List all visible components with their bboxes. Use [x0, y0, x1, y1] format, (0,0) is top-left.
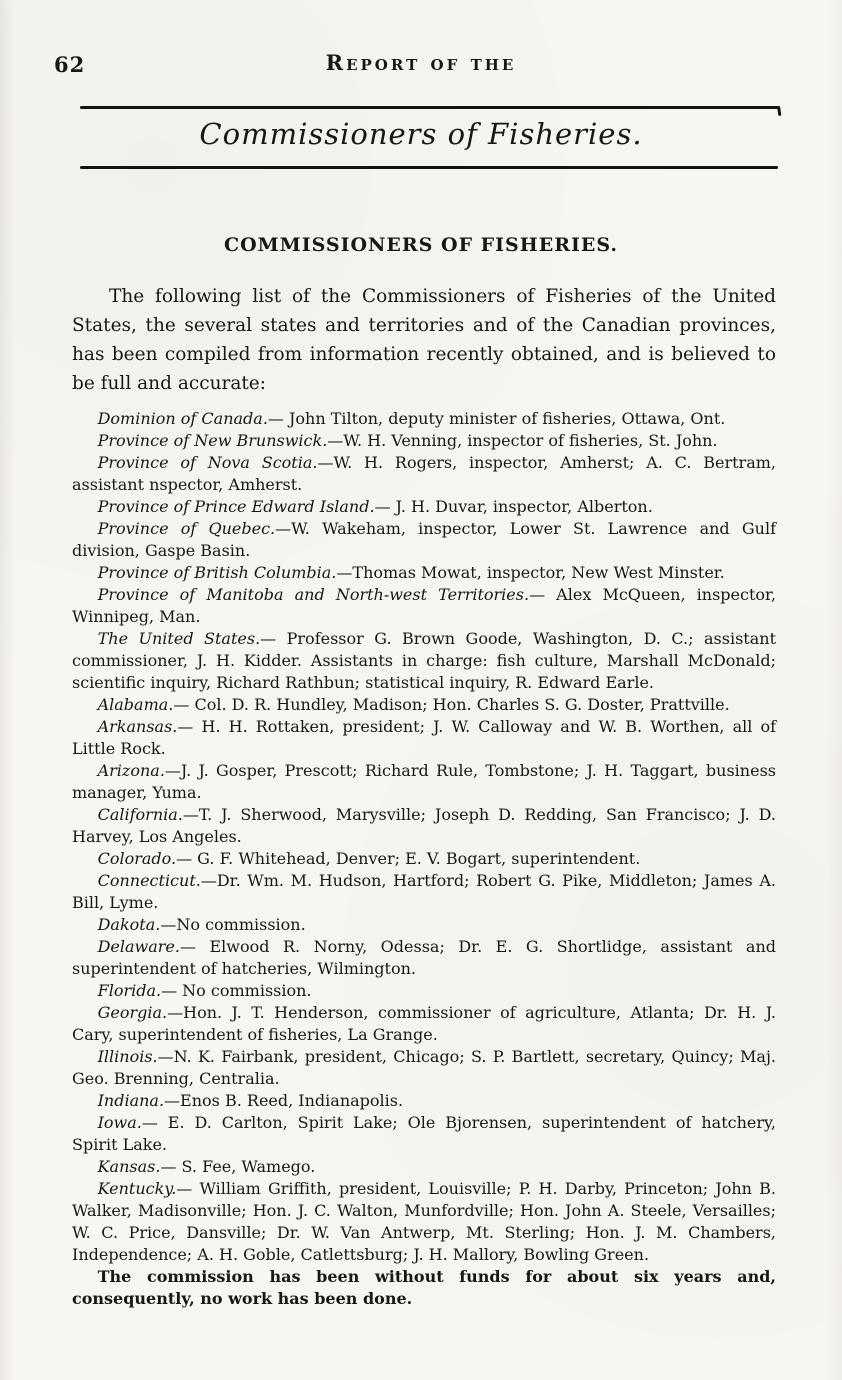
commission-entry	[72, 1002, 776, 1046]
closing-paragraph: The commission has been without funds for about six years and, consequently, no work has been done.	[72, 1267, 776, 1308]
commission-entry	[72, 452, 776, 496]
entry-detail-text: — Col. D. R. Hundley, Madison; Hon. Charles S. G. Doster, Prattville.	[173, 695, 730, 714]
entry-region-label: California.	[97, 805, 183, 824]
entry-detail-text: —J. J. Gosper, Prescott; Richard Rule, Tombstone; J. H. Taggart, business manager, Yuma.	[72, 761, 776, 802]
entry-region-label: Province of Prince Edward Island.	[97, 497, 375, 516]
entry-detail-text: —Thomas Mowat, inspector, New West Minster.	[336, 563, 725, 582]
entry-detail-text: —N. K. Fairbank, president, Chicago; S. P. Bartlett, secretary, Quincy; Maj. Geo. Brenning, Centralia.	[72, 1047, 776, 1088]
entry-region-label: Province of Quebec.	[97, 519, 276, 538]
commission-entry	[72, 980, 776, 1002]
commission-entry	[72, 936, 776, 980]
section-heading: COMMISSIONERS OF FISHERIES.	[223, 234, 619, 256]
entry-detail-text: — Alex McQueen, inspector, Winnipeg, Man.	[72, 585, 777, 626]
commission-entry	[72, 1112, 776, 1156]
commission-entry	[72, 694, 776, 716]
commission-entry	[72, 1156, 776, 1178]
entry-region-label: Province of Nova Scotia.	[97, 453, 318, 472]
entry-detail-text: — E. D. Carlton, Spirit Lake; Ole Bjorensen, superintendent of hatchery, Spirit Lake.	[72, 1113, 776, 1154]
commission-entry	[72, 496, 776, 518]
commission-entry	[72, 562, 776, 584]
entry-region-label: Province of Manitoba and North-west Territories.	[97, 585, 530, 604]
entry-region-label: Colorado.	[97, 849, 177, 868]
entry-region-label: Arkansas.	[97, 717, 178, 736]
entry-region-label: Dakota.	[97, 915, 161, 934]
entry-region-label: Dominion of Canada.	[97, 409, 268, 428]
commission-entry	[72, 870, 776, 914]
entry-region-label: Connecticut.	[97, 871, 201, 890]
entry-region-label: Georgia.	[97, 1003, 168, 1022]
commission-entry	[72, 518, 776, 562]
commission-entry	[72, 716, 776, 760]
entry-region-label: Kentucky.	[97, 1179, 177, 1198]
entry-region-label: Delaware.	[97, 937, 180, 956]
masthead-title: Commissioners of Fisheries.	[199, 117, 643, 151]
entry-detail-text: — G. F. Whitehead, Denver; E. V. Bogart, superintendent.	[176, 849, 641, 868]
commission-entry	[72, 804, 776, 848]
entry-detail-text: — No commission.	[161, 981, 312, 1000]
entry-region-label: Kansas.	[97, 1157, 161, 1176]
commission-entry	[72, 760, 776, 804]
entry-region-label: Florida.	[97, 981, 162, 1000]
entry-region-label: Arizona.	[97, 761, 165, 780]
running-header	[0, 50, 842, 82]
entry-detail-text: —No commission.	[160, 915, 306, 934]
entry-region-label: Province of British Columbia.	[97, 563, 337, 582]
entry-detail-text: —Hon. J. T. Henderson, commissioner of agriculture, Atlanta; Dr. H. J. Cary, superintendent of fisheries, La Grange.	[72, 1003, 776, 1044]
entry-detail-text: —W. H. Rogers, inspector, Amherst; A. C. Bertram, assistant nspector, Amherst.	[72, 453, 776, 494]
entry-detail-text: —T. J. Sherwood, Marysville; Joseph D. Redding, San Francisco; J. D. Harvey, Los Angeles.	[72, 805, 776, 846]
commission-entry	[72, 848, 776, 870]
intro-paragraph: The following list of the Commissioners of Fisheries of the United States, the several states and territories and of the Canadian provinces, has been compiled from information recently obtained, and is believed to be full and accurate:	[72, 286, 776, 394]
page-content	[72, 282, 776, 1310]
entry-detail-text: — William Griffith, president, Louisville; P. H. Darby, Princeton; John B. Walker, Madisonville; Hon. J. C. Walton, Munfordville; Hon. John A. Steele, Versailles; W. C. Price, Dansville; Dr. W. Van Antwerp, Mt. Sterling; Hon. J. M. Chambers, Independence; A. H. Goble, Catlettsburg; J. H. Mallory, Bowling Green.	[72, 1179, 776, 1264]
running-title: Report of the	[325, 50, 517, 75]
commission-entry	[72, 628, 776, 694]
commission-entry	[72, 1046, 776, 1090]
entry-detail-text: —Enos B. Reed, Indianapolis.	[164, 1091, 404, 1110]
entry-detail-text: — Elwood R. Norny, Odessa; Dr. E. G. Shortlidge, assistant and superintendent of hatcheries, Wilmington.	[72, 937, 776, 978]
entry-region-label: Alabama.	[97, 695, 174, 714]
commission-entry	[72, 430, 776, 452]
entry-detail-text: — J. H. Duvar, inspector, Alberton.	[374, 497, 653, 516]
entry-detail-text: —W. Wakeham, inspector, Lower St. Lawrence and Gulf division, Gaspe Basin.	[72, 519, 777, 560]
entry-region-label: Indiana.	[97, 1091, 165, 1110]
entry-region-label: Iowa.	[97, 1113, 142, 1132]
commission-entry	[72, 1090, 776, 1112]
entry-region-label: Province of New Brunswick.	[97, 431, 328, 450]
entry-detail-text: — Professor G. Brown Goode, Washington, D. C.; assistant commissioner, J. H. Kidder. Assistants in charge: fish culture, Marshall McDonald; scientific inquiry, Richard Rathbun; statistical inquiry, R. Edward Earle.	[72, 629, 777, 692]
page-number: 62	[54, 52, 86, 77]
entry-detail-text: — H. H. Rottaken, president; J. W. Calloway and W. B. Worthen, all of Little Rock.	[72, 717, 776, 758]
entry-region-label: The United States.	[97, 629, 261, 648]
commission-entry	[72, 408, 776, 430]
commission-entry	[72, 914, 776, 936]
commission-entry	[72, 584, 776, 628]
entry-region-label: Illinois.	[97, 1047, 158, 1066]
entry-detail-text: —W. H. Venning, inspector of fisheries, St. John.	[327, 431, 718, 450]
commission-entry	[72, 1178, 776, 1266]
bottom-rule-divider	[80, 166, 778, 169]
entry-detail-text: — John Tilton, deputy minister of fisheries, Ottawa, Ont.	[267, 409, 726, 428]
top-rule-divider	[80, 106, 778, 109]
entry-detail-text: —Dr. Wm. M. Hudson, Hartford; Robert G. Pike, Middleton; James A. Bill, Lyme.	[72, 871, 776, 912]
entry-detail-text: — S. Fee, Wamego.	[160, 1157, 316, 1176]
entries-list	[72, 408, 776, 1266]
